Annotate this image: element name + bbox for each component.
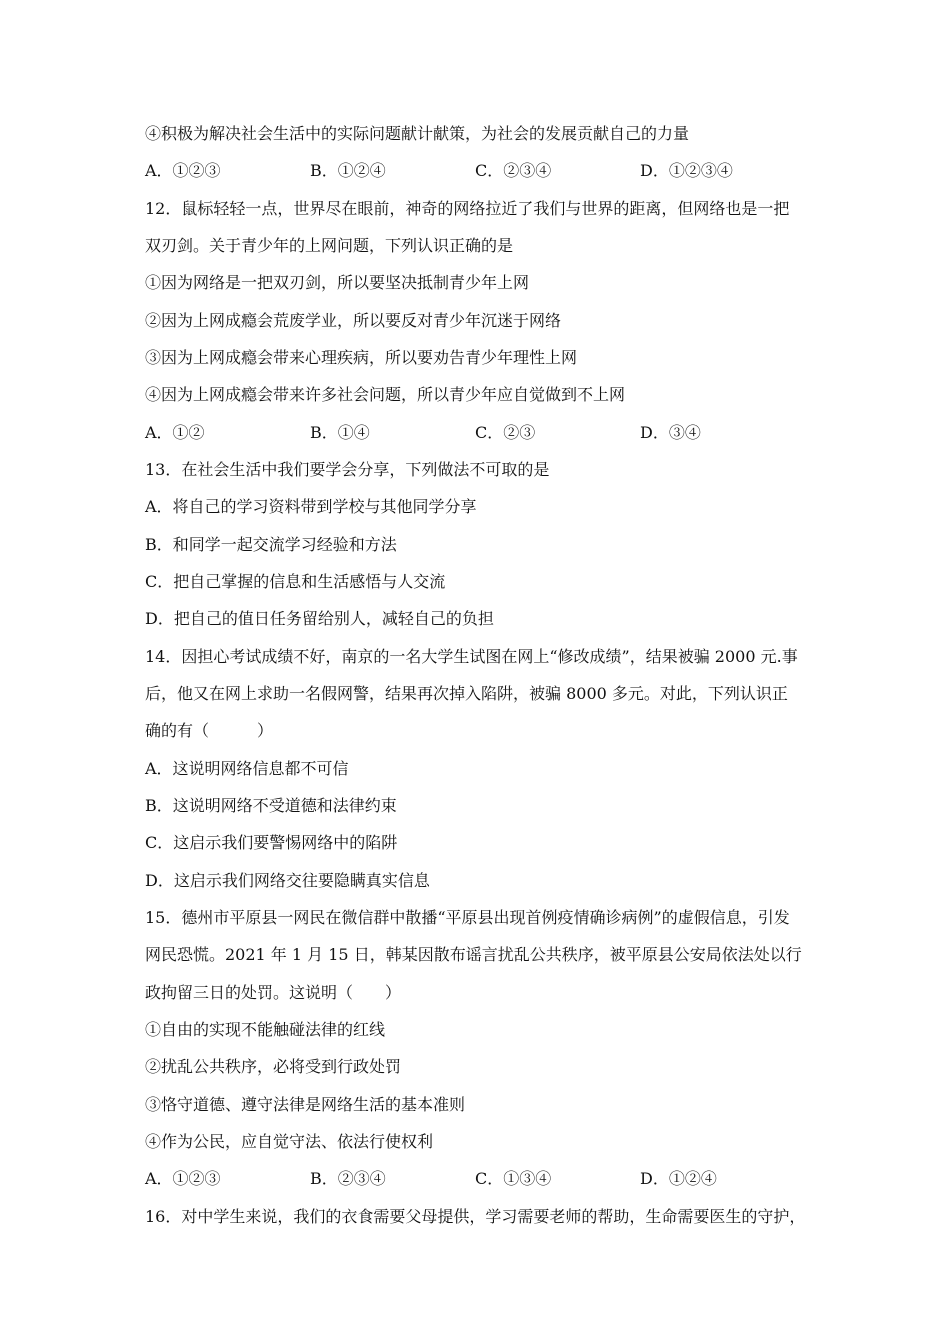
q13-stem: 13．在社会生活中我们要学会分享，下列做法不可取的是 — [145, 460, 550, 479]
q15-statement-2: ②扰乱公共秩序，必将受到行政处罚 — [145, 1057, 402, 1076]
option-a: A．①② — [145, 423, 205, 442]
option-c: C．②③ — [475, 423, 536, 442]
q15-stem-line-1: 15．德州市平原县一网民在微信群中散播“平原县出现首例疫情确诊病例”的虚假信息，引发 — [145, 908, 790, 927]
q15-stem-line-2: 网民恐慌。2021 年 1 月 15 日，韩某因散布谣言扰乱公共秩序，被平原县公安局依法处以行 — [145, 945, 802, 964]
option-a: A．①②③ — [145, 1169, 221, 1188]
option-c: C．①③④ — [475, 1169, 552, 1188]
q12-stem-line-1: 12．鼠标轻轻一点，世界尽在眼前，神奇的网络拉近了我们与世界的距离，但网络也是一把 — [145, 199, 790, 218]
q12-stem-line-2: 双刃剑。关于青少年的上网问题，下列认识正确的是 — [145, 236, 514, 255]
option-d: D．③④ — [640, 423, 701, 442]
option-d: D．①②④ — [640, 1169, 717, 1188]
q14-option-c: C．这启示我们要警惕网络中的陷阱 — [145, 833, 398, 852]
q14-stem-line-1: 14．因担心考试成绩不好，南京的一名大学生试图在网上“修改成绩”，结果被骗 2000 元.事 — [145, 647, 798, 666]
q14-stem-line-2: 后，他又在网上求助一名假网警，结果再次掉入陷阱，被骗 8000 多元。对此，下列认识正 — [145, 684, 788, 703]
q15-statement-1: ①自由的实现不能触碰法律的红线 — [145, 1020, 386, 1039]
option-b: B．①②④ — [310, 161, 386, 180]
q13-option-c: C．把自己掌握的信息和生活感悟与人交流 — [145, 572, 446, 591]
q14-option-a: A．这说明网络信息都不可信 — [145, 759, 349, 778]
option-b: B．②③④ — [310, 1169, 386, 1188]
q15-statement-3: ③恪守道德、遵守法律是网络生活的基本准则 — [145, 1095, 466, 1114]
q12-statement-4: ④因为上网成瘾会带来许多社会问题，所以青少年应自觉做到不上网 — [145, 385, 626, 404]
q15-options — [145, 1168, 815, 1190]
option-a: A．①②③ — [145, 161, 221, 180]
option-c: C．②③④ — [475, 161, 552, 180]
q11-statement-4: ④积极为解决社会生活中的实际问题献计献策，为社会的发展贡献自己的力量 — [145, 124, 690, 143]
option-d: D．①②③④ — [640, 161, 733, 180]
q13-option-a: A．将自己的学习资料带到学校与其他同学分享 — [145, 497, 477, 516]
q16-stem-line-1: 16．对中学生来说，我们的衣食需要父母提供，学习需要老师的帮助，生命需要医生的守护， — [145, 1207, 806, 1226]
q12-statement-3: ③因为上网成瘾会带来心理疾病，所以要劝告青少年理性上网 — [145, 348, 578, 367]
option-b: B．①④ — [310, 423, 370, 442]
q12-statement-2: ②因为上网成瘾会荒废学业，所以要反对青少年沉迷于网络 — [145, 311, 562, 330]
q15-statement-4: ④作为公民，应自觉守法、依法行使权利 — [145, 1132, 434, 1151]
q15-stem-line-3: 政拘留三日的处罚。这说明（ ） — [145, 983, 402, 1002]
q12-options — [145, 422, 815, 444]
q11-options — [145, 160, 815, 182]
q14-option-d: D．这启示我们网络交往要隐瞒真实信息 — [145, 871, 430, 890]
q14-stem-line-3: 确的有（ ） — [145, 721, 274, 740]
q13-option-b: B．和同学一起交流学习经验和方法 — [145, 535, 397, 554]
q13-option-d: D．把自己的值日任务留给别人，减轻自己的负担 — [145, 609, 494, 628]
q12-statement-1: ①因为网络是一把双刃剑，所以要坚决抵制青少年上网 — [145, 273, 530, 292]
q14-option-b: B．这说明网络不受道德和法律约束 — [145, 796, 397, 815]
